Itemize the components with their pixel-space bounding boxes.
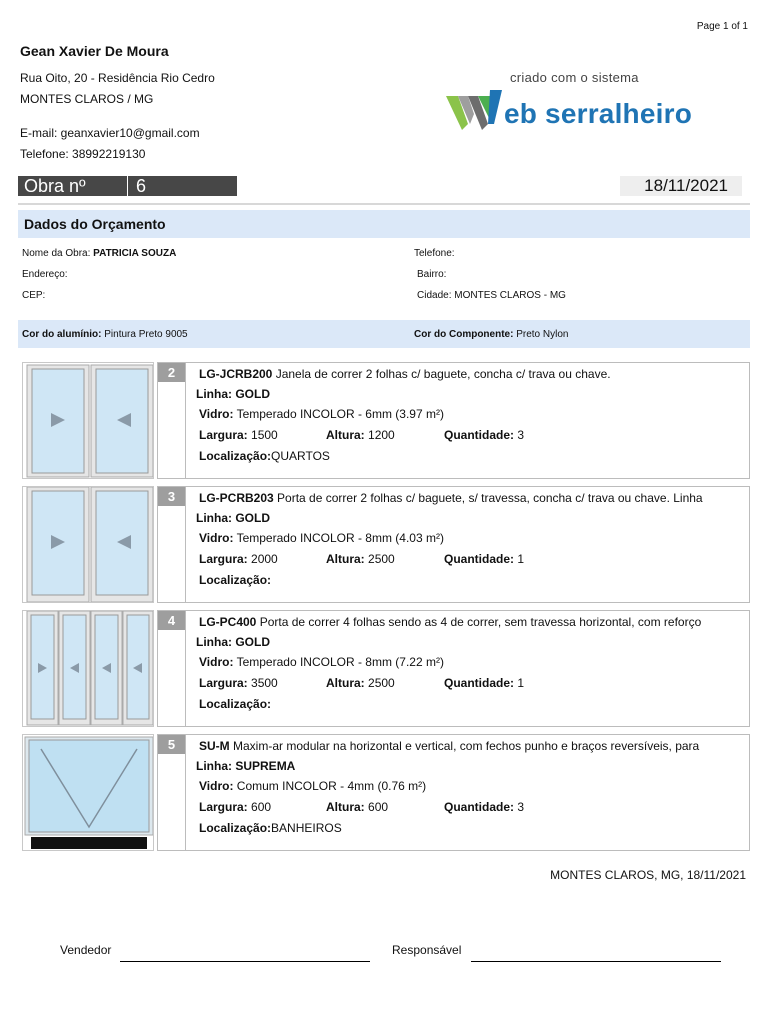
obra-number: 6 bbox=[136, 176, 147, 196]
item-number: 3 bbox=[158, 487, 185, 506]
window-2-leaf-thumbnail bbox=[22, 362, 154, 479]
item-card bbox=[18, 734, 750, 852]
item-card bbox=[18, 362, 750, 480]
obra-number-bar bbox=[18, 176, 237, 196]
item-number: 4 bbox=[158, 611, 185, 630]
obra-date: 18/11/2021 bbox=[620, 176, 742, 196]
vendedor-label: Vendedor bbox=[60, 943, 112, 957]
item-number: 2 bbox=[158, 363, 185, 382]
item-card bbox=[18, 486, 750, 604]
company-name: Gean Xavier De Moura bbox=[20, 43, 169, 59]
field-cep: CEP: bbox=[22, 290, 46, 301]
company-city: MONTES CLAROS / MG bbox=[20, 92, 154, 106]
field-nome-obra: Nome da Obra: PATRICIA SOUZA bbox=[22, 248, 177, 259]
responsavel-signature-line bbox=[471, 961, 721, 962]
item-description: SU-M Maxim-ar modular na horizontal e vertical, com fechos punho e braços reversíveis, para Linha: SUPREMA Vidro: Comum INCOLOR - 4mm (0.76 m²) Largura: 600 Altura: 600 Quantidade: 3 Localização:BANHEIROS bbox=[185, 734, 750, 851]
field-telefone: Telefone: bbox=[414, 248, 455, 259]
cor-aluminio: Cor do alumínio: Pintura Preto 9005 bbox=[22, 329, 188, 340]
item-description: LG-JCRB200 Janela de correr 2 folhas c/ baguete, concha c/ trava ou chave. Linha: GOLD Vidro: Temperado INCOLOR - 6mm (3.97 m²) Largura: 1500 Altura: 1200 Quantidade: 3 Localização:QUARTOS bbox=[185, 362, 750, 479]
company-phone: Telefone: 38992219130 bbox=[20, 147, 146, 161]
logo-tagline: criado com o sistema bbox=[510, 70, 639, 85]
item-description: LG-PC400 Porta de correr 4 folhas sendo as 4 de correr, sem travessa horizontal, com reforço Linha: GOLD Vidro: Temperado INCOLOR - 8mm (7.22 m²) Largura: 3500 Altura: 2500 Quantidade: 1 Localização: bbox=[185, 610, 750, 727]
colors-bar bbox=[18, 320, 750, 348]
footer-city-date: MONTES CLAROS, MG, 18/11/2021 bbox=[550, 868, 746, 882]
section-title: Dados do Orçamento bbox=[18, 210, 750, 238]
field-bairro: Bairro: bbox=[417, 269, 447, 280]
web-serralheiro-logo bbox=[440, 70, 710, 140]
obra-label: Obra nº bbox=[24, 176, 86, 196]
item-description: LG-PCRB203 Porta de correr 2 folhas c/ baguete, s/ travessa, concha c/ trava ou chave. Linha Linha: GOLD Vidro: Temperado INCOLOR - 8mm (4.03 m²) Largura: 2000 Altura: 2500 Quantidade: 1 Localização: bbox=[185, 486, 750, 603]
company-email: E-mail: geanxavier10@gmail.com bbox=[20, 126, 200, 140]
door-2-leaf-thumbnail bbox=[22, 486, 154, 603]
field-cidade: Cidade: MONTES CLAROS - MG bbox=[417, 290, 566, 301]
company-address: Rua Oito, 20 - Residência Rio Cedro bbox=[20, 71, 215, 85]
logo-brand: eb serralheiro bbox=[504, 98, 692, 129]
door-4-leaf-thumbnail bbox=[22, 610, 154, 727]
vendedor-signature-line bbox=[120, 961, 370, 962]
cor-componente: Cor do Componente: Preto Nylon bbox=[414, 329, 569, 340]
header-divider bbox=[18, 203, 750, 205]
page-number: Page 1 of 1 bbox=[696, 21, 748, 32]
field-endereco: Endereço: bbox=[22, 269, 68, 280]
responsavel-label: Responsável bbox=[392, 943, 462, 957]
item-card bbox=[18, 610, 750, 728]
logo-w-icon bbox=[444, 84, 504, 136]
maxim-ar-thumbnail bbox=[22, 734, 154, 851]
item-number: 5 bbox=[158, 735, 185, 754]
company-info bbox=[20, 43, 420, 165]
